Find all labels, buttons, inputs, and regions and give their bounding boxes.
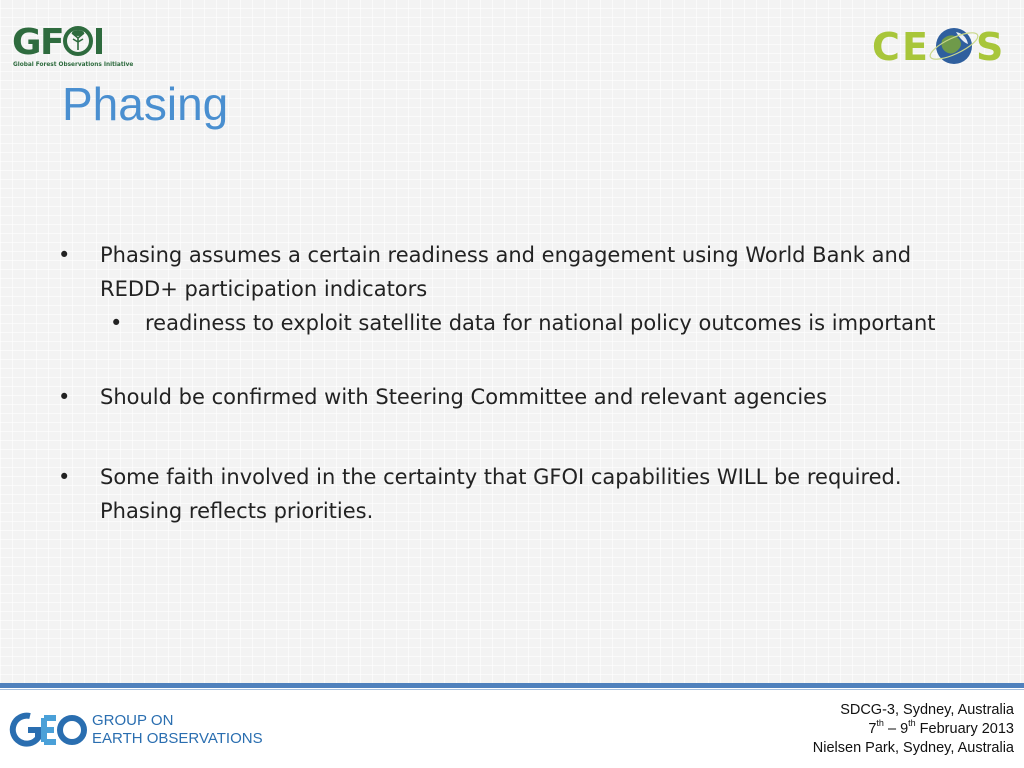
geo-logo-mark xyxy=(8,708,88,752)
geo-logo xyxy=(8,708,263,752)
footer-venue: Nielsen Park, Sydney, Australia xyxy=(812,740,1014,756)
footer-divider xyxy=(0,683,1024,688)
svg-text:S: S xyxy=(976,25,1004,69)
geo-line-2: EARTH OBSERVATIONS xyxy=(92,730,263,747)
bullet-item xyxy=(58,380,958,414)
bullet-text: Phasing assumes a certain readiness and engagement using World Bank and REDD+ participation indicators xyxy=(100,243,912,301)
svg-text:C: C xyxy=(872,25,900,69)
slide-title: Phasing xyxy=(62,78,229,130)
bullet-glyph: • xyxy=(58,243,71,267)
gfoi-logo-mark xyxy=(12,20,132,62)
bullet-glyph: • xyxy=(58,465,71,489)
ceos-logo xyxy=(872,18,1012,70)
date-dash: – xyxy=(883,721,901,737)
bullet-item xyxy=(58,238,958,306)
bullet-item xyxy=(58,460,958,528)
sub-bullet-item xyxy=(58,306,958,340)
svg-text:E: E xyxy=(902,25,928,69)
bullet-list xyxy=(58,238,958,528)
gfoi-logo-subtitle: Global Forest Observations Initiative xyxy=(13,62,134,68)
bullet-glyph: • xyxy=(58,385,71,409)
ceos-logo-mark xyxy=(872,18,1012,70)
bullet-glyph: • xyxy=(110,311,123,335)
bullet-text: Should be confirmed with Steering Committee and relevant agencies xyxy=(100,385,828,409)
footer-divider-thin xyxy=(0,689,1024,690)
bullet-text: Some faith involved in the certainty that GFOI capabilities WILL be required. Phasing reflects priorities. xyxy=(100,465,902,523)
geo-line-1: GROUP ON xyxy=(92,712,174,729)
sub-bullet-text: readiness to exploit satellite data for national policy outcomes is important xyxy=(145,311,936,335)
footer-date xyxy=(813,720,1014,739)
footer-event-info xyxy=(813,701,1014,758)
date-start-suffix: th xyxy=(876,718,884,729)
gfoi-logo xyxy=(12,20,132,72)
svg-text:G: G xyxy=(12,22,42,62)
footer-event: SDCG-3, Sydney, Australia xyxy=(840,702,1014,718)
geo-logo-text xyxy=(92,712,263,748)
date-end-day: 9 xyxy=(900,721,909,737)
svg-text:F: F xyxy=(40,22,65,62)
date-end-suffix: th xyxy=(908,718,916,729)
date-rest: February 2013 xyxy=(915,721,1014,737)
date-start-day: 7 xyxy=(868,721,877,737)
